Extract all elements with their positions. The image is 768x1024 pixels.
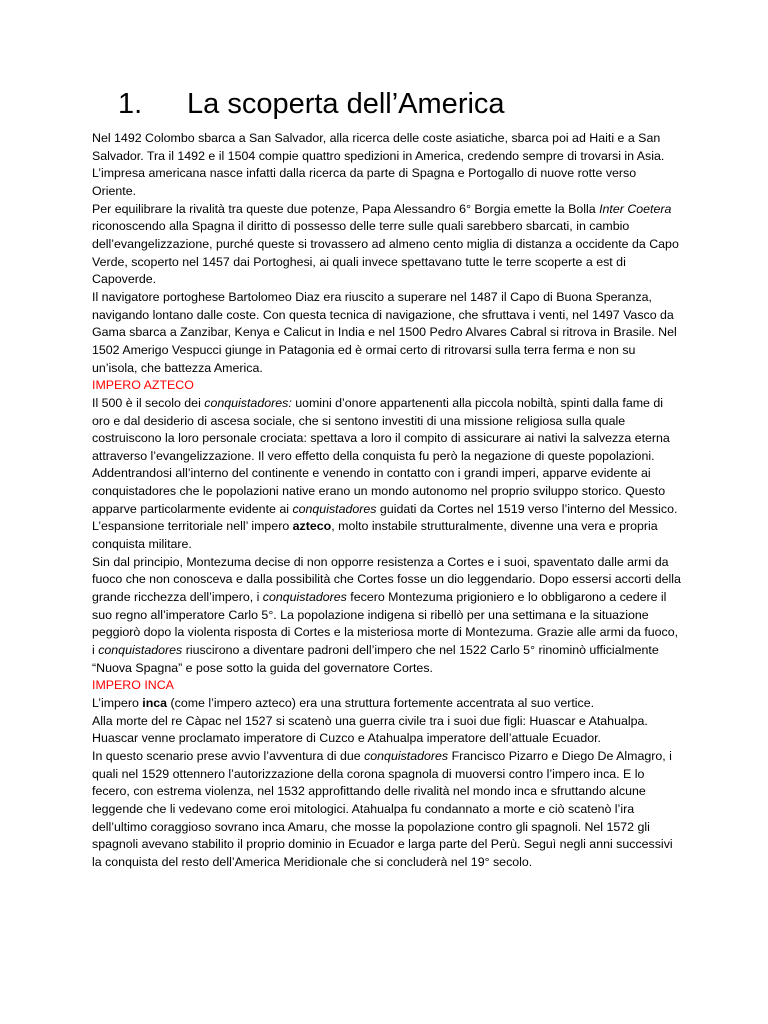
paragraph bbox=[92, 130, 682, 201]
text-run: L’impero bbox=[92, 696, 143, 710]
bold-text: azteco bbox=[292, 519, 332, 534]
text-run: riconoscendo alla Spagna il diritto di possesso delle terre sulle quali sarebbero sbarcati, in cambio dell’evangelizzazione, purché queste si trovassero ad almeno cento miglia di distanza a occidente da Capo Verde, scoperto nel 1457 dai Portoghesi, ai quali invece spettavano tutte le terre scoperte a est di Capoverde. bbox=[92, 219, 679, 287]
text-run: Il navigatore portoghese Bartolomeo Diaz era riuscito a superare nel 1487 il Capo di Buona Speranza, navigando lontano dalle coste. Con questa tecnica di navigazione, che sfruttava i venti, nel 1497 Vasco da Gama sbarca a Zanzibar, Kenya e Calicut in India e nel 1500 Pedro Alvares Cabral si ritrova in Brasile. Nel 1502 Amerigo Vespucci giunge in Patagonia ed è ormai certo di ritrovarsi sulla terra ferma e non su un’isola, che battezza America. bbox=[92, 289, 677, 375]
paragraph bbox=[92, 748, 682, 872]
document-body bbox=[92, 130, 682, 872]
text-run: Francisco Pizarro e Diego De Almagro, i quali nel 1529 ottennero l’autorizzazione della corona spagnola di muoversi contro l’impero inca. E lo fecero, con estrema violenza, nel 1532 approfittando delle rivalità nel mondo inca e sfruttando alcune leggende che li vedevano come eroi mitologici. Atahualpa fu condannato a morte e ciò scatenò l’ira dell’ultimo coraggioso sovrano inca Amaru, che mosse la popolazione contro gli spagnoli. Nel 1572 gli spagnoli avevano stabilito il proprio dominio in Ecuador e larga parte del Perù. Seguì negli anni successivi la conquista del resto dell’America Meridionale che si concluderà nel 19° secolo. bbox=[92, 748, 673, 869]
paragraph bbox=[92, 695, 682, 713]
paragraph bbox=[92, 713, 682, 748]
title-number: 1. bbox=[118, 88, 143, 120]
italic-text: Inter Coetera bbox=[599, 201, 672, 216]
text-run: fecero Montezuma prigioniero e lo obbligarono a cedere il suo regno all’imperatore Carlo 5°. La popolazione indigena si ribellò per una settimana e la situazione peggiorò dopo la violenta risposta di Cortes e la misteriosa morte di Montezuma. Grazie alle armi da fuoco, i bbox=[92, 590, 679, 658]
text-run: Alla morte del re Càpac nel 1527 si scatenò una guerra civile tra i suoi due figli: Huascar e Atahualpa. Huascar venne proclamato imperatore di Cuzco e Atahualpa imperatore dell’attuale Ecuador. bbox=[92, 713, 648, 746]
text-run: riuscirono a diventare padroni dell’impero che nel 1522 Carlo 5° rinominò ufficialmente “Nuova Spagna” e pose sotto la guida del governatore Cortes. bbox=[92, 643, 659, 675]
italic-text: conquistadores bbox=[364, 748, 449, 763]
text-run: Sin dal principio, Montezuma decise di non opporre resistenza a Cortes e i suoi, spaventato dalle armi da fuoco che non conosceva e dalla possibilità che Cortes fosse un dio leggendario. Dopo essersi accorti della grande ricchezza dell’impero, i bbox=[92, 554, 681, 605]
text-run: , molto instabile strutturalmente, divenne una vera e propria conquista militare. bbox=[92, 519, 658, 552]
italic-text: conquistadores bbox=[98, 643, 183, 658]
paragraph bbox=[92, 201, 682, 289]
document-page bbox=[92, 88, 682, 872]
paragraph bbox=[92, 465, 682, 553]
text-run: (come l’impero azteco) era una struttura fortemente accentrata al suo vertice. bbox=[167, 696, 595, 710]
document-title bbox=[92, 88, 682, 128]
paragraph bbox=[92, 289, 682, 377]
paragraph bbox=[92, 554, 682, 678]
italic-text: conquistadores: bbox=[204, 395, 292, 410]
text-run: Nel 1492 Colombo sbarca a San Salvador, alla ricerca delle coste asiatiche, sbarca poi ad Haiti e a San Salvador. Tra il 1492 e il 1504 compie quattro spedizioni in America, credendo sempre di trovarsi in Asia. L’impresa americana nasce infatti dalla ricerca da parte di Spagna e Portogallo di nuove rotte verso Oriente. bbox=[92, 131, 665, 198]
text-run: In questo scenario prese avvio l’avventura di due bbox=[92, 748, 365, 763]
text-run: Addentrandosi all’interno del continente e venendo in contatto con i grandi imperi, apparve evidente ai conquistadores che le popolazioni native erano un mondo autonomo nel proprio sviluppo storico. Questo apparve particolarmente evidente ai bbox=[92, 466, 666, 516]
italic-text: conquistadores bbox=[262, 590, 347, 605]
text-run: Il 500 è il secolo dei bbox=[92, 395, 205, 410]
section-heading: IMPERO INCA bbox=[92, 678, 174, 693]
title-text: La scoperta dell’America bbox=[187, 88, 505, 120]
text-run: uomini d’onore appartenenti alla piccola nobiltà, spinti dalla fame di oro e dal desiderio di ascesa sociale, che si sentono investiti di una missione religiosa sulla quale costruiscono la loro personale crociata: spettava a loro il compito di assicurare ai nativi la salvezza eterna attraverso l’evangelizzazione. Il vero effetto della conquista fu però la negazione di queste popolazioni. bbox=[92, 395, 670, 463]
section-heading: IMPERO AZTECO bbox=[92, 378, 194, 393]
italic-text: conquistadores bbox=[292, 501, 377, 516]
bold-text: inca bbox=[142, 696, 168, 710]
paragraph bbox=[92, 395, 682, 466]
text-run: Per equilibrare la rivalità tra queste due potenze, Papa Alessandro 6° Borgia emette la Bolla bbox=[92, 201, 600, 216]
text-run: guidati da Cortes nel 1519 verso l’interno del Messico. L’espansione territoriale nell’ impero bbox=[92, 501, 678, 534]
